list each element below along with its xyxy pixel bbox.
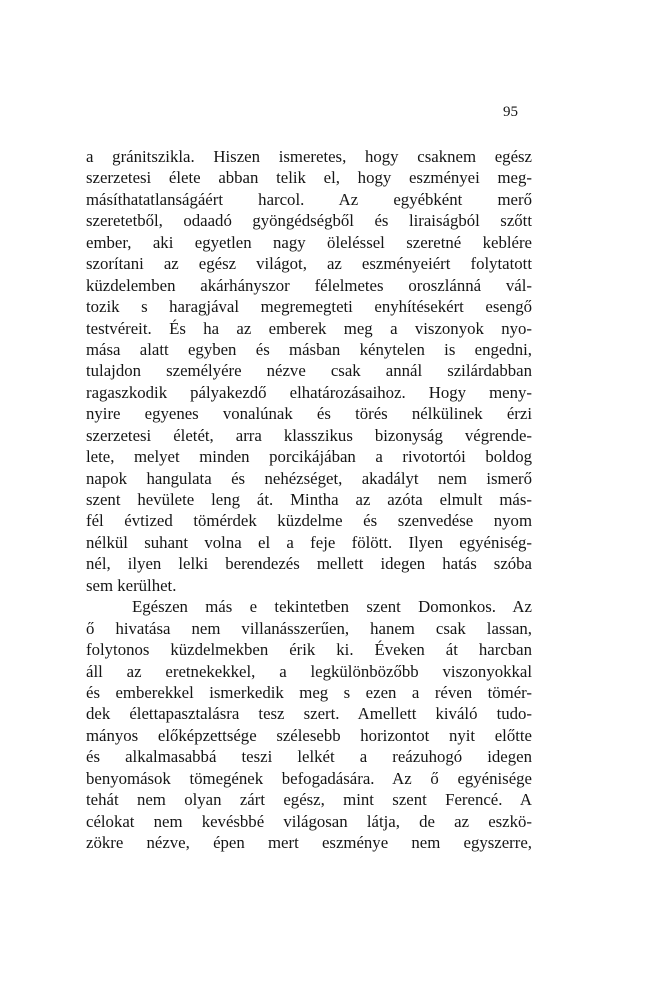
text-line: nélkül suhant volna el a feje fölött. Ilyen egyéniség-: [86, 532, 532, 552]
text-line: célokat nem kevésbbé világosan látja, de az eszkö-: [86, 811, 532, 831]
text-line: nél, ilyen lelki berendezés mellett idegen hatás szóba: [86, 554, 532, 574]
text-line: és alkalmasabbá teszi lelkét a reázuhogó idegen: [86, 747, 532, 767]
text-line: tulajdon személyére nézve csak annál szilárdabban: [86, 361, 532, 381]
text-line: mányos előképzettsége szélesebb horizontot nyit előtte: [86, 725, 532, 745]
text-line: szerzetesi élete abban telik el, hogy eszményei meg-: [86, 168, 532, 188]
text-line: benyomások tömegének befogadására. Az ő egyénisége: [86, 768, 532, 788]
text-line: szerzetesi életét, arra klasszikus bizonyság végrende-: [86, 425, 532, 445]
text-line: Egészen más e tekintetben szent Domonkos. Az: [132, 597, 532, 617]
text-line: ő hivatása nem villanásszerűen, hanem csak lassan,: [86, 618, 532, 638]
text-line: és emberekkel ismerkedik meg s ezen a réven tömér-: [86, 682, 532, 702]
text-line: napok hangulata és nehézséget, akadályt nem ismerő: [86, 468, 532, 488]
text-line: dek élettapasztalásra tesz szert. Amellett kiváló tudo-: [86, 704, 532, 724]
text-line: testvéreit. És ha az emberek meg a viszonyok nyo-: [86, 318, 532, 338]
text-line: szeretetből, odaadó gyöngédségből és liraiságból szőtt: [86, 211, 532, 231]
text-line: folytonos küzdelmekben érik ki. Éveken át harcban: [86, 640, 532, 660]
text-line: tozik s haragjával megremegteti enyhítésekért esengő: [86, 297, 532, 317]
text-line: nyire egyenes vonalúnak és törés nélkülinek érzi: [86, 404, 532, 424]
text-line: másíthatatlanságáért harcol. Az egyébként merő: [86, 189, 532, 209]
text-line: zökre nézve, épen mert eszménye nem egyszerre,: [86, 833, 532, 852]
text-line: lete, melyet minden porcikájában a rivotortói boldog: [86, 447, 532, 467]
text-line: sem kerülhet.: [86, 575, 177, 595]
paragraph-1: [86, 146, 532, 596]
text-line: mása alatt egyben és másban kénytelen is engedni,: [86, 339, 532, 359]
text-line: a gránitszikla. Hiszen ismeretes, hogy csaknem egész: [86, 147, 532, 166]
text-line: tehát nem olyan zárt egész, mint szent Ferencé. A: [86, 790, 532, 810]
text-line: szorítani az egész világot, az eszményeiért folytatott: [86, 254, 532, 274]
paragraph-2: [86, 596, 532, 853]
body-text: [86, 146, 532, 853]
text-line: ember, aki egyetlen nagy öleléssel szeretné keblére: [86, 232, 532, 252]
page-number: 95: [503, 104, 518, 120]
text-line: ragaszkodik pályakezdő elhatározásaihoz. Hogy meny-: [86, 382, 532, 402]
text-line: áll az eretnekekkel, a legkülönbözőbb viszonyokkal: [86, 661, 532, 681]
text-line: fél évtized tömérdek küzdelme és szenvedése nyom: [86, 511, 532, 531]
text-line: szent hevülete leng át. Mintha az azóta elmult más-: [86, 490, 532, 509]
text-line: küzdelemben akárhányszor félelmetes oroszlánná vál-: [86, 275, 532, 295]
